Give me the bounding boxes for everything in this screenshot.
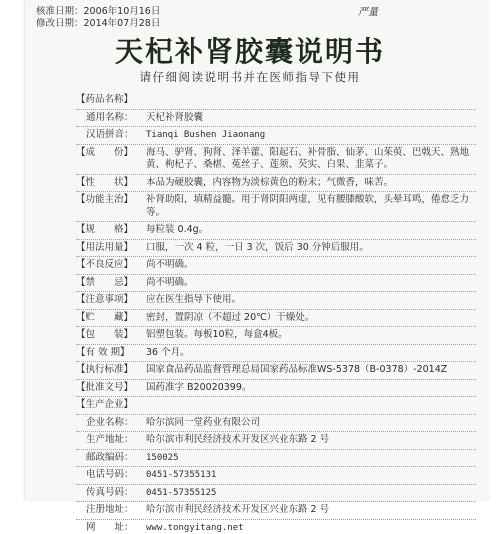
row-label: 【包 装】 [76,329,133,342]
row-divider [76,191,476,192]
leaflet-body [76,94,476,534]
leaflet-row [76,177,476,190]
leaflet-row [76,224,476,237]
row-value: 应在医生指导下使用。 [146,294,476,307]
row-divider [76,144,476,145]
leaflet-row [76,259,476,272]
row-divider [76,466,476,467]
row-label: 注册地址： [86,504,134,517]
row-divider [76,501,476,502]
approval-date: 核准日期：2006年10月16日 [36,6,160,18]
row-label: 传真号码： [86,487,134,500]
row-label: 【性 状】 [76,177,133,190]
leaflet-row [76,194,476,219]
row-value: 每粒装 0.4g。 [146,224,476,237]
leaflet-row [76,94,476,107]
row-label: 【药品名称】 [76,94,133,107]
row-divider [76,221,476,222]
leaflet-row [76,294,476,307]
leaflet-row [76,382,476,395]
row-label: 网 址： [86,522,134,534]
row-divider [76,109,476,110]
row-divider [76,309,476,310]
leaflet-row [76,504,476,517]
leaflet-row [76,329,476,342]
row-value: 哈尔滨市利民经济技术开发区兴业东路 2 号 [146,504,476,517]
row-label: 【不良反应】 [76,259,133,272]
row-value: www.tongyitang.net [146,522,476,534]
row-divider [76,396,476,397]
row-value: 哈尔滨市利民经济技术开发区兴业东路 2 号 [146,434,476,447]
leaflet-row [76,417,476,430]
row-value: 0451-57355131 [146,469,476,482]
row-divider [76,484,476,485]
revision-date: 修改日期：2014年07月28日 [36,18,160,30]
row-label: 企业名称： [86,417,134,430]
row-label: 【注意事项】 [76,294,133,307]
leaflet-row [76,487,476,500]
row-value [146,399,476,412]
leaflet-row [76,452,476,465]
row-label: 邮政编码： [86,452,134,465]
row-value: 国药准字 B20020399。 [146,382,476,395]
leaflet-row [76,469,476,482]
row-value: 本品为硬胶囊，内容物为淡棕黄色的粉末；气微香，味苦。 [146,177,476,190]
row-divider [76,361,476,362]
leaflet-row [76,522,476,534]
row-value: 补肾助阳，填精益髓。用于肾阴阳两虚，见有腰膝酸软，头晕耳鸣，倦怠乏力等。 [146,194,476,219]
row-label: 【批准文号】 [76,382,133,395]
row-label: 汉语拼音： [86,129,134,142]
row-divider [76,344,476,345]
row-label: 生产地址： [86,434,134,447]
row-value: 0451-57355125 [146,487,476,500]
row-value: 天杞补肾胶囊 [146,112,476,125]
document-subtitle: 请仔细阅读说明书并在医师指导下使用 [0,69,500,85]
row-value: 口服，一次 4 粒，一日 3 次，饭后 30 分钟后服用。 [146,242,476,255]
row-value: 尚不明确。 [146,277,476,290]
leaflet-row [76,347,476,360]
leaflet-row [76,364,476,377]
row-value: 尚不明确。 [146,259,476,272]
row-label: 【规 格】 [76,224,133,237]
leaflet-row [76,112,476,125]
document-title: 天杞补肾胶囊说明书 [0,30,500,70]
row-value: Tianqi Bushen Jiaonang [146,129,476,142]
row-divider [76,449,476,450]
row-label: 电话号码： [86,469,134,482]
row-divider [76,256,476,257]
row-divider [76,431,476,432]
row-label: 【用法用量】 [76,242,133,255]
row-label: 【禁 忌】 [76,277,133,290]
leaflet-row [76,434,476,447]
row-divider [76,379,476,380]
company-seal-text: 严量 [358,3,378,18]
row-value: 密封，置阴凉（不超过 20℃）干燥处。 [146,312,476,325]
row-label: 【功能主治】 [76,194,133,207]
row-value: 国家食品药品监督管理总局国家药品标准WS-5378（B-0378）-2014Z [146,364,476,377]
leaflet-row [76,312,476,325]
row-label: 【执行标准】 [76,364,133,377]
row-divider [76,174,476,175]
leaflet-row [76,242,476,255]
leaflet-row [76,129,476,142]
row-divider [76,519,476,520]
row-label: 【有 效 期】 [76,347,130,360]
row-label: 【成 份】 [76,147,133,160]
leaflet-row [76,399,476,412]
row-divider [76,126,476,127]
date-block [36,6,160,30]
row-label: 【生产企业】 [76,399,133,412]
row-value: 哈尔滨同一堂药业有限公司 [146,417,476,430]
row-value: 150025 [146,452,476,465]
row-value: 海马、驴肾、狗肾、泽羊藿、阳起石、补骨脂、仙茅、山茱萸、巴戟天、熟地黄、枸杞子、桑椹、菟丝子、莲须、芡实、白果、韭菜子。 [146,147,476,172]
row-divider [76,291,476,292]
row-divider [76,274,476,275]
row-divider [76,414,476,415]
row-label: 【贮 藏】 [76,312,133,325]
leaflet-row [76,277,476,290]
row-label: 通用名称： [86,112,134,125]
leaflet-row [76,147,476,172]
row-divider [76,239,476,240]
row-value: 36 个月。 [146,347,476,360]
row-value [146,94,476,107]
row-divider [76,326,476,327]
row-value: 铝塑包装。每板10粒，每盒4板。 [146,329,476,342]
